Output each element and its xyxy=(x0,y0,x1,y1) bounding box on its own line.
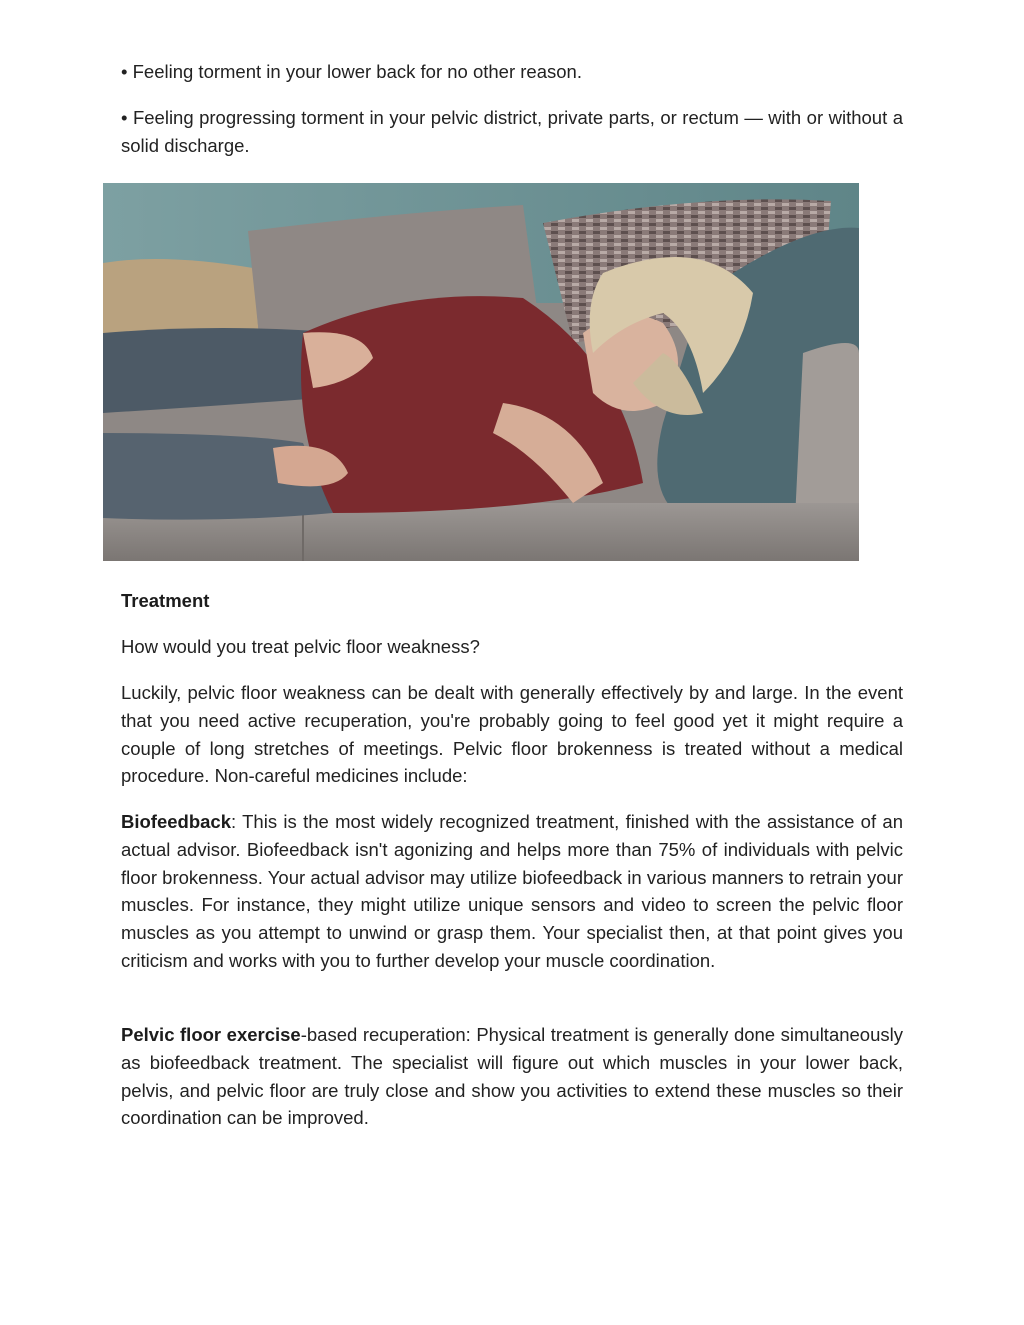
woman-on-sofa-photo xyxy=(103,183,859,561)
treatment-heading: Treatment xyxy=(121,590,210,611)
pelvic-floor-exercise-paragraph xyxy=(121,1021,903,1132)
treatment-intro-paragraph: Luckily, pelvic floor weakness can be dealt with generally effectively by and large. In the event that you need active recuperation, you're probably going to feel good yet it might require a couple of long stretches of meetings. Pelvic floor brokenness is treated without a medical procedure. Non-careful medicines include: xyxy=(121,682,903,787)
biofeedback-paragraph xyxy=(121,808,903,975)
biofeedback-term: Biofeedback xyxy=(121,811,232,832)
biofeedback-text: : This is the most widely recognized treatment, finished with the assistance of an actual advisor. Biofeedback isn't agonizing and helps more than 75% of individuals with pelvic floor brokenness. Your actual advisor may utilize biofeedback in various manners to retrain your muscles. For instance, they might utilize unique sensors and video to screen the pelvic floor muscles as you attempt to unwind or grasp them. Your specialist then, at that point gives you criticism and works with you to further develop your muscle coordination. xyxy=(121,811,903,971)
pelvic-floor-exercise-text: -based recuperation: Physical treatment is generally done simultaneously as biofeedback treatment. The specialist will figure out which muscles in your lower back, pelvis, and pelvic floor are truly close and show you activities to extend these muscles so their coordination can be improved. xyxy=(121,1024,903,1129)
bullet-lower-back-pain: • Feeling torment in your lower back for no other reason. xyxy=(121,61,582,82)
bullet-pelvic-pain: • Feeling progressing torment in your pelvic district, private parts, or rectum — with or without a solid discharge. xyxy=(121,107,903,156)
treatment-question: How would you treat pelvic floor weakness? xyxy=(121,636,480,657)
pelvic-floor-exercise-term: Pelvic floor exercise xyxy=(121,1024,301,1045)
